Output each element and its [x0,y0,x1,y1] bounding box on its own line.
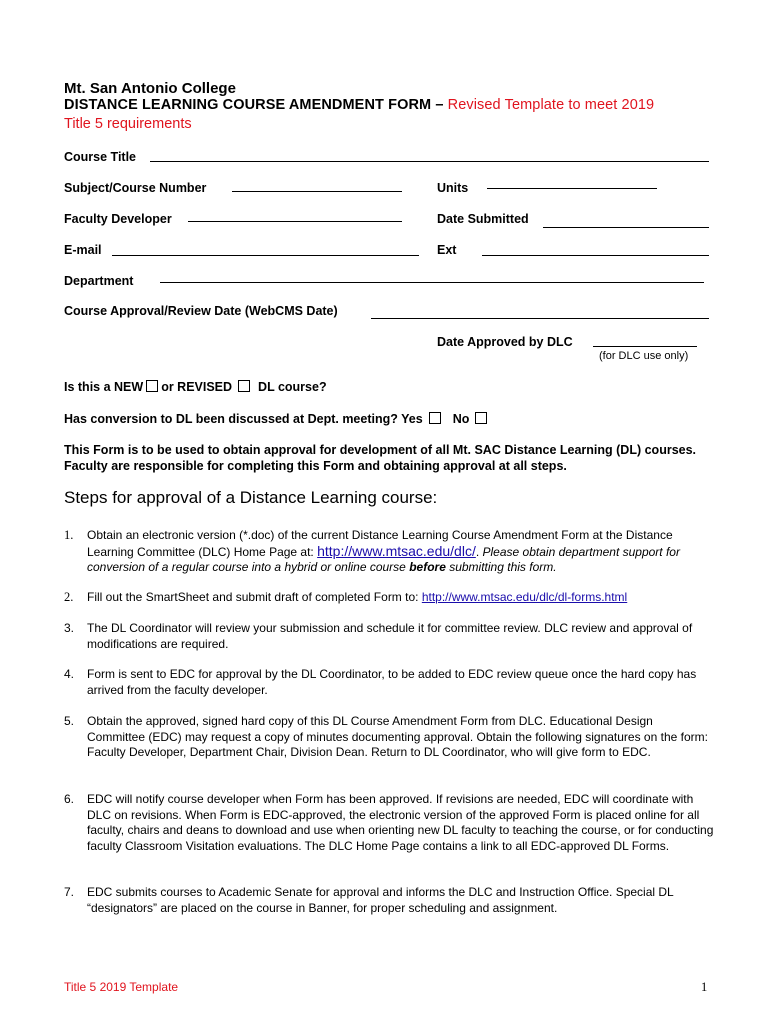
step-text [87,528,714,576]
step-number: 4. [64,667,75,681]
step-item [64,885,714,916]
dl-forms-link[interactable]: http://www.mtsac.edu/dlc/dl-forms.html [421,590,628,604]
date-approved-dlc-field[interactable] [593,346,697,347]
step-item [64,792,714,854]
yes-checkbox[interactable] [429,412,441,424]
faculty-developer-label: Faculty Developer [64,212,172,226]
step-text-part: Obtain an electronic version (*.doc) of the current Distance Learning Course Amendment Form at the Distance Learning Committee (DLC) Home Page at: [87,528,673,559]
ext-label: Ext [437,243,457,257]
steps-heading: Steps for approval of a Distance Learning course: [64,488,438,507]
form-title-revision: Revised Template to meet 2019 [447,97,655,113]
step-item [64,621,714,652]
step-text-part: . [475,544,483,559]
college-name: Mt. San Antonio College [64,80,236,97]
approval-review-date-field[interactable] [371,318,709,319]
approval-review-date-label: Course Approval/Review Date (WebCMS Date) [64,304,338,318]
form-title [64,97,654,113]
new-or-revised-text-c: DL course? [258,380,327,394]
yes-label: Yes [401,412,423,426]
step-number: 1. [64,528,74,542]
form-notice: This Form is to be used to obtain approval for development of all Mt. SAC Distance Learning (DL) courses. Faculty are responsible for completing this Form and obtaining approval at all steps. [64,443,697,473]
footer-template-label: Title 5 2019 Template [64,980,179,994]
email-field[interactable] [112,255,419,256]
new-or-revised-question [64,380,327,394]
date-submitted-label: Date Submitted [437,212,529,226]
course-title-field[interactable] [150,161,709,162]
step-item [64,590,714,606]
email-label: E-mail [64,243,102,257]
subject-course-number-label: Subject/Course Number [64,181,207,195]
date-submitted-field[interactable] [543,227,709,228]
dlc-use-only-note: (for DLC use only) [599,350,689,362]
revised-checkbox[interactable] [238,380,250,392]
step-text-part: submitting this form. [445,560,557,574]
step-text: EDC submits courses to Academic Senate for approval and informs the DLC and Instruction Office. Special DL “designators” are placed on the course in Banner, for proper scheduling and assignment. [87,885,674,915]
step-number: 2. [64,590,74,604]
step-item [64,714,714,761]
ext-field[interactable] [482,255,709,256]
course-title-label: Course Title [64,150,137,164]
conversion-question [64,412,490,426]
no-checkbox[interactable] [475,412,487,424]
department-label: Department [64,274,134,288]
form-title-bold: DISTANCE LEARNING COURSE AMENDMENT FORM – [64,97,444,113]
step-number: 6. [64,792,75,806]
new-or-revised-text-b: or REVISED [161,380,233,394]
new-or-revised-text-a: Is this a NEW [64,380,144,394]
step-text-part: Fill out the SmartSheet and submit draft of completed Form to: [87,590,422,604]
page-number: 1 [701,980,708,994]
department-field[interactable] [160,282,704,283]
no-label: No [452,412,470,426]
step-text: Obtain the approved, signed hard copy of this DL Course Amendment Form from DLC. Educational Design Committee (EDC) may request a copy of minutes documenting approval. Obtain the following signatures on the form: Faculty Developer, Department Chair, Division Dean. Return to DL Coordinator, who will give form to EDC. [87,714,708,759]
step-number: 3. [64,621,75,635]
step-text [87,590,714,606]
step-text: The DL Coordinator will review your submission and schedule it for committee review. DLC review and approval of modifications are required. [87,621,693,651]
step-item [64,667,714,698]
new-checkbox[interactable] [146,380,158,392]
units-label: Units [437,181,469,195]
units-field[interactable] [487,188,657,189]
step-text: Form is sent to EDC for approval by the DL Coordinator, to be added to EDC review queue once the hard copy has arrived from the faculty developer. [87,667,697,697]
step-number: 7. [64,885,75,899]
conversion-question-text: Has conversion to DL been discussed at Dept. meeting? [64,412,398,426]
step-text: EDC will notify course developer when Form has been approved. If revisions are needed, EDC will coordinate with DLC on revisions. When Form is EDC-approved, the electronic version of the approved Form is placed online for all faculty, chairs and deans to download and use when orienting new DL faculty to teaching the course, or for conducting faculty Classroom Visitation evaluations. The DLC Home Page contains a link to all EDC-approved DL Forms. [87,792,714,853]
form-subtitle: Title 5 requirements [64,116,192,132]
faculty-developer-field[interactable] [188,221,402,222]
step-text-part: Please obtain department support for conversion of a regular course into a hybrid or online course [87,544,680,574]
dlc-home-link[interactable]: http://www.mtsac.edu/dlc/ [317,542,476,559]
subject-course-number-field[interactable] [232,191,402,192]
step-emphasis: before [409,560,446,574]
step-number: 5. [64,714,75,728]
step-item [64,528,714,576]
date-approved-dlc-label: Date Approved by DLC [437,335,573,349]
